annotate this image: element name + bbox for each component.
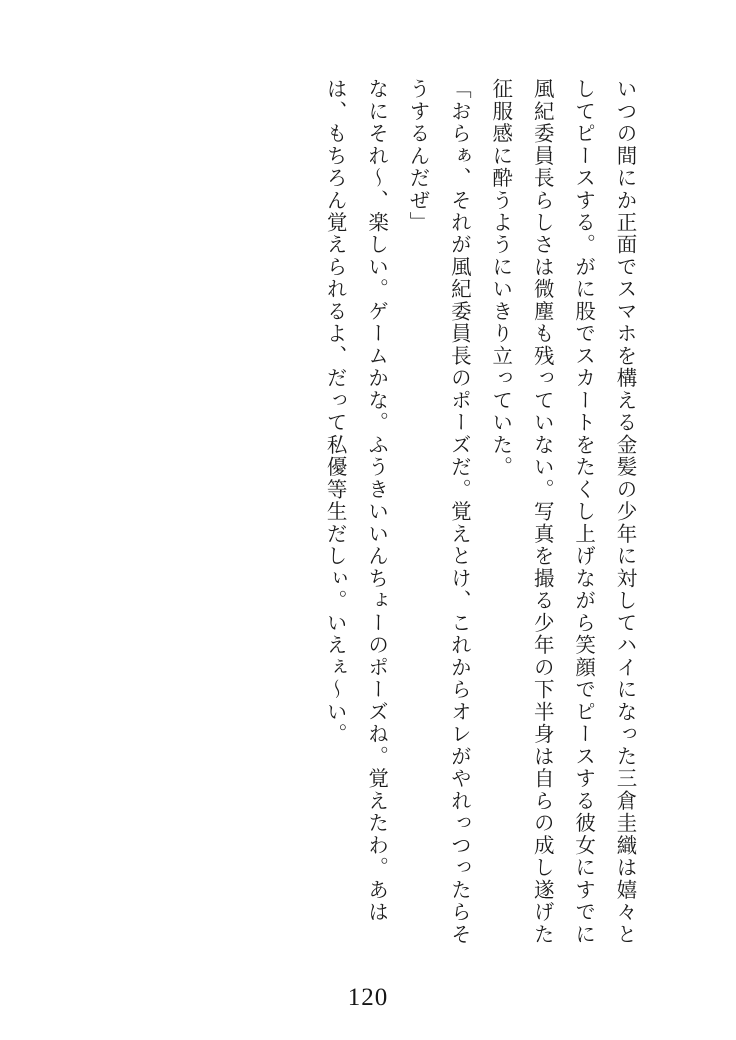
page-number: 120 [347, 984, 389, 1011]
paragraph-2: 「おらぁ、それが風紀委員長のポーズだ。覚えとけ、これからオレがやれっつったらそうするんだぜ」 [405, 78, 470, 946]
paragraph-3: なにそれ〜、楽しい。ゲームかな。ふうきいいんちょーのポーズね。覚えたわ。あはは、もちろん覚えられるよ、だって私優等生だしぃ。いえぇ〜い。 [323, 78, 387, 924]
paragraph-1: いつの間にか正面でスマホを構える金髪の少年に対してハイになった三倉圭織は嬉々としてピースする。がに股でスカートをたくし上げながら笑顔でピースする彼女にすでに風紀委員長らしさは微塵も残っていない。写真を撮る少年の下半身は自らの成し遂げた征服感に酔うようにいきり立っていた。 [488, 78, 635, 946]
vertical-text-body [313, 78, 644, 958]
